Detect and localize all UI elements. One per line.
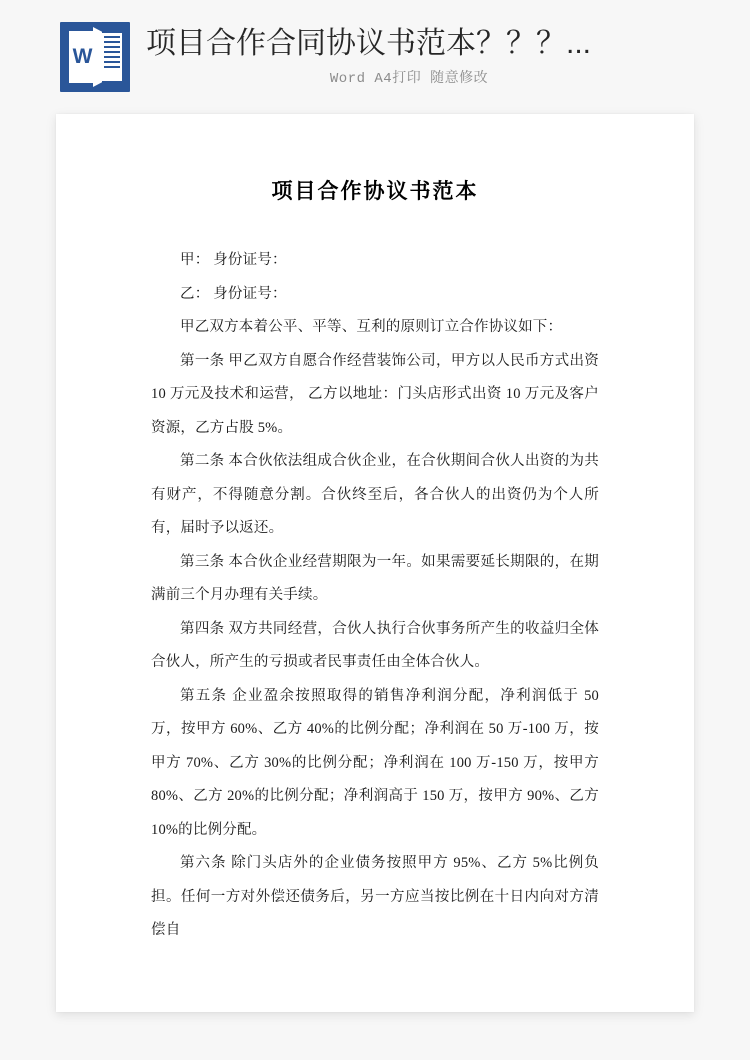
document-body [151, 176, 599, 948]
document-page [56, 114, 694, 1012]
word-icon-lines-shape [102, 33, 122, 81]
document-paragraph-article-4: 第四条 双方共同经营，合伙人执行合伙事务所产生的收益归全体合伙人，所产生的亏损或者民事责任由全体合伙人。 [151, 620, 599, 670]
word-icon-line [104, 56, 120, 58]
page-title: 项目合作合同协议书范本？？？... [146, 27, 592, 60]
header-inner [60, 22, 732, 92]
page-subtitle: Word A4打印 随意修改 [329, 71, 489, 87]
word-icon-line [104, 51, 120, 53]
page-header [0, 0, 750, 114]
word-icon-fold-shape [93, 27, 102, 87]
document-paragraph-article-6: 第六条 除门头店外的企业债务按照甲方 95%、乙方 5%比例负担。任何一方对外偿还债务后，另一方应当按比例在十日内向对方清偿自 [151, 855, 599, 938]
document-paragraph-party-b: 乙： 身份证号： [180, 285, 287, 302]
document-paragraph-list [151, 244, 599, 948]
word-icon-line [104, 61, 120, 63]
word-icon-line [104, 46, 120, 48]
document-paragraph-article-1: 第一条 甲乙双方自愿合作经营装饰公司，甲方以人民币方式出资 10 万元及技术和运营， 乙方以地址：门头店形式出资 10 万元及客户资源，乙方占股 5%。 [151, 352, 599, 436]
document-paragraph-article-2: 第二条 本合伙依法组成合伙企业，在合伙期间合伙人出资的为共有财产，不得随意分割。合伙终至后，各合伙人的出资仍为个人所有，届时予以返还。 [151, 453, 599, 536]
document-title: 项目合作协议书范本 [271, 179, 479, 203]
document-page-wrapper [56, 114, 694, 1012]
word-icon-line [104, 41, 120, 43]
document-paragraph-article-5: 第五条 企业盈余按照取得的销售净利润分配，净利润低于 50 万，按甲方 60%、乙方 40%的比例分配；净利润在 50 万-100 万，按甲方 70%、乙方 30%的比例分配；净利润在 100 万-150 万，按甲方 80%、乙方 20%的比例分配；净利润高于 150 万，按甲方 90%、乙方 10%的比例分配。 [151, 687, 599, 838]
word-icon-letter: W [72, 45, 92, 68]
document-paragraph-party-a: 甲： 身份证号： [180, 252, 287, 268]
word-icon-line [104, 66, 120, 68]
document-paragraph-preamble: 甲乙双方本着公平、平等、互利的原则订立合作协议如下： [180, 319, 563, 335]
word-icon-line [104, 36, 120, 38]
header-text-block [146, 22, 732, 90]
word-document-icon [60, 22, 130, 92]
document-paragraph-article-3: 第三条 本合伙企业经营期限为一年。如果需要延长期限的，在期满前三个月办理有关手续。 [151, 553, 599, 603]
